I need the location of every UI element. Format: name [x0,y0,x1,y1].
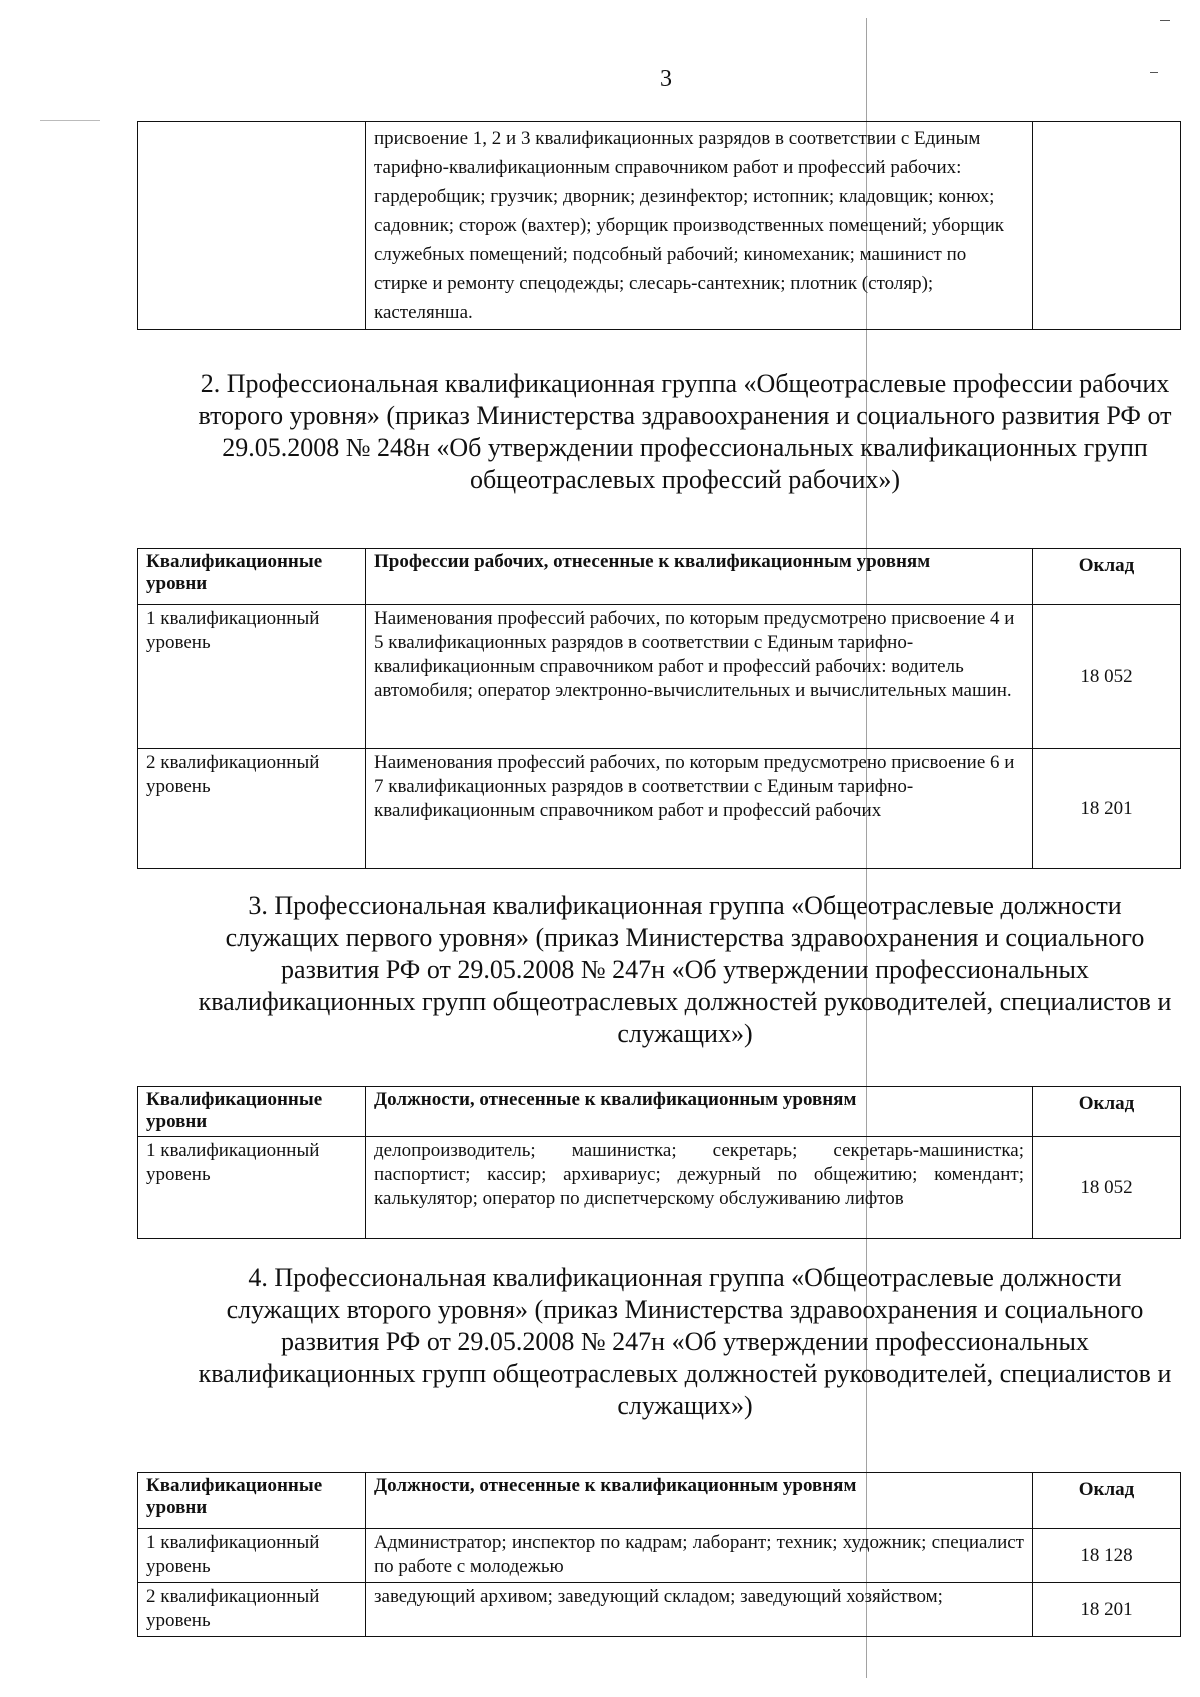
column-header-description: Профессии рабочих, отнесенные к квалификационным уровням [366,549,1033,605]
table-header-row [138,549,1181,605]
level-cell: 1 квалификационный уровень [138,605,366,749]
level-cell: 2 квалификационный уровень [138,749,366,869]
scan-speck [40,120,100,121]
column-header-description: Должности, отнесенные к квалификационным уровням [366,1473,1033,1529]
table-row [138,1529,1181,1583]
level-cell: 2 квалификационный уровень [138,1583,366,1637]
level-cell [138,122,366,330]
table-row [138,1583,1181,1637]
continuation-table [137,121,1181,330]
section-4-heading: 4. Профессиональная квалификационная группа «Общеотраслевые должности служащих второго уровня» (приказ Министерства здравоохранения и социального развития РФ от 29.05.2008 № 247н «Об утверждении профессиональных квалификационных групп общеотраслевых должностей руководителей, специалистов и служащих») [198,1263,1172,1420]
salary-cell: 18 201 [1033,749,1181,869]
column-header-salary: Оклад [1033,1087,1181,1137]
scan-speck [1160,20,1170,21]
column-header-salary: Оклад [1033,1473,1181,1529]
table-row [138,605,1181,749]
salary-cell: 18 052 [1033,1137,1181,1239]
column-header-levels: Квалификационные уровни [138,549,366,605]
section-2-heading: 2. Профессиональная квалификационная группа «Общеотраслевые профессии рабочих второго уровня» (приказ Министерства здравоохранения и социального развития РФ от 29.05.2008 № 248н «Об утверждении профессиональных квалификационных групп общеотраслевых профессий рабочих») [198,369,1172,494]
column-header-levels: Квалификационные уровни [138,1473,366,1529]
page-number: 3 [660,66,672,92]
table-row [138,122,1181,330]
description-cell: Наименования профессий рабочих, по которым предусмотрено присвоение 4 и 5 квалификационных разрядов в соответствии с Единым тарифно-квалификационным справочником работ и профессий рабочих: водитель автомобиля; оператор электронно-вычислительных и вычислительных машин. [366,605,1033,749]
level-cell: 1 квалификационный уровень [138,1137,366,1239]
section-4-table [137,1472,1181,1637]
description-cell: присвоение 1, 2 и 3 квалификационных разрядов в соответствии с Единым тарифно-квалификационным справочником работ и профессий рабочих: гардеробщик; грузчик; дворник; дезинфектор; истопник; кладовщик; конюх; садовник; сторож (вахтер); уборщик производственных помещений; уборщик служебных помещений; подсобный рабочий; киномеханик; машинист по стирке и ремонту спецодежды; слесарь-сантехник; плотник (столяр); кастелянша. [366,122,1033,330]
section-2-table [137,548,1181,869]
salary-cell: 18 052 [1033,605,1181,749]
column-header-salary: Оклад [1033,549,1181,605]
salary-cell: 18 128 [1033,1529,1181,1583]
description-cell: Администратор; инспектор по кадрам; лаборант; техник; художник; специалист по работе с молодежью [366,1529,1033,1583]
section-3-heading: 3. Профессиональная квалификационная группа «Общеотраслевые должности служащих первого уровня» (приказ Министерства здравоохранения и социального развития РФ от 29.05.2008 № 247н «Об утверждении профессиональных квалификационных групп общеотраслевых должностей руководителей, специалистов и служащих») [198,891,1172,1048]
table-row [138,1137,1181,1239]
table-header-row [138,1473,1181,1529]
table-header-row [138,1087,1181,1137]
column-header-description: Должности, отнесенные к квалификационным уровням [366,1087,1033,1137]
scan-speck [1150,72,1158,73]
table-row [138,749,1181,869]
column-header-levels: Квалификационные уровни [138,1087,366,1137]
description-cell: Наименования профессий рабочих, по которым предусмотрено присвоение 6 и 7 квалификационных разрядов в соответствии с Единым тарифно-квалификационным справочником работ и профессий рабочих [366,749,1033,869]
level-cell: 1 квалификационный уровень [138,1529,366,1583]
description-cell: заведующий архивом; заведующий складом; заведующий хозяйством; [366,1583,1033,1637]
salary-cell: 18 201 [1033,1583,1181,1637]
section-3-table [137,1086,1181,1239]
description-cell: делопроизводитель; машинистка; секретарь; секретарь-машинистка; паспортист; кассир; архивариус; дежурный по общежитию; комендант; калькулятор; оператор по диспетчерскому обслуживанию лифтов [366,1137,1033,1239]
salary-cell [1033,122,1181,330]
